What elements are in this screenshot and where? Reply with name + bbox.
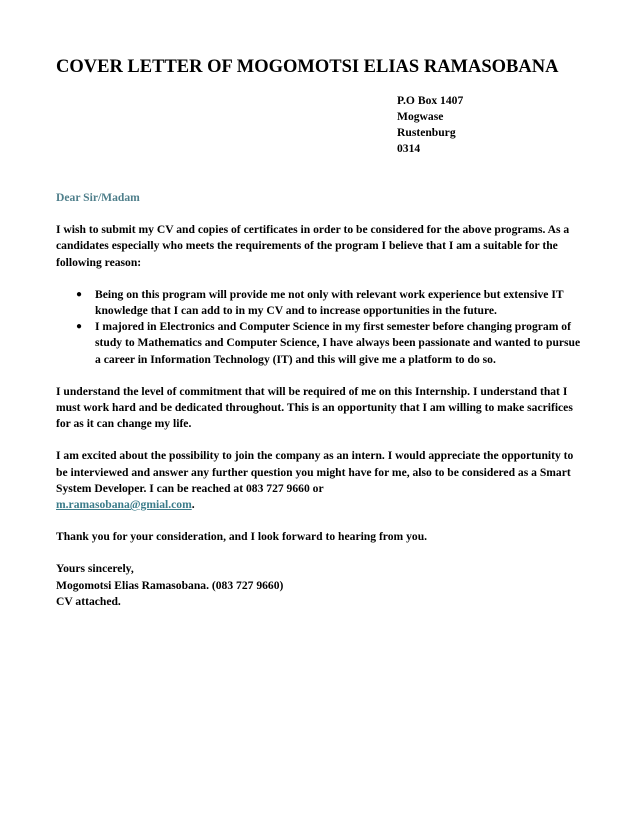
closing-line: CV attached.: [56, 594, 121, 608]
address-line: Rustenburg: [397, 126, 456, 139]
email-suffix: .: [191, 498, 195, 512]
closing-block: [56, 561, 582, 610]
reason-text: I majored in Electronics and Computer Science in my first semester before changing program of study to Mathematics and Computer Science, I have always been passionate and wanted to pursue a career in Information Technology (IT) and this will give me a platform to do so.: [95, 320, 581, 366]
reason-text: Being on this program will provide me not only with relevant work experience but extensive IT knowledge that I can add to in my CV and to increase opportunities in the future.: [95, 287, 564, 318]
reasons-list: [56, 287, 582, 368]
sender-address: [397, 93, 463, 157]
email-link[interactable]: m.ramasobana@gmial.com: [56, 498, 192, 512]
letter-body: [56, 190, 582, 610]
letter-title: COVER LETTER OF MOGOMOTSI ELIAS RAMASOBANA: [56, 57, 559, 77]
contact-text: I am excited about the possibility to join the company as an intern. I would appreciate the opportunity to be interviewed and answer any further question you might have for me, also to be considered as a Smart System Developer. I can be reached at 083 727 9660 or: [56, 449, 574, 495]
closing-line: Mogomotsi Elias Ramasobana. (083 727 9660): [56, 578, 284, 592]
thanks-paragraph: Thank you for your consideration, and I look forward to hearing from you.: [56, 530, 428, 544]
bullet-icon: ●: [76, 288, 83, 300]
intro-paragraph: I wish to submit my CV and copies of certificates in order to be considered for the above programs. As a candidates especially who meets the requirements of the program I believe that I am a suitable for the following reason:: [56, 223, 570, 269]
contact-paragraph: [56, 448, 582, 513]
closing-line: Yours sincerely,: [56, 562, 134, 576]
list-item: [56, 319, 582, 368]
bullet-icon: ●: [76, 321, 83, 333]
address-line: 0314: [397, 142, 421, 155]
list-item: [56, 287, 582, 319]
commitment-paragraph: I understand the level of commitment that will be required of me on this Internship. I understand that I must work hard and be dedicated throughout. This is an opportunity that I am willing to make sacrifices for as it can change my life.: [56, 384, 573, 431]
address-line: Mogwase: [397, 110, 444, 123]
address-line: P.O Box 1407: [397, 94, 464, 107]
salutation: Dear Sir/Madam: [56, 191, 140, 204]
